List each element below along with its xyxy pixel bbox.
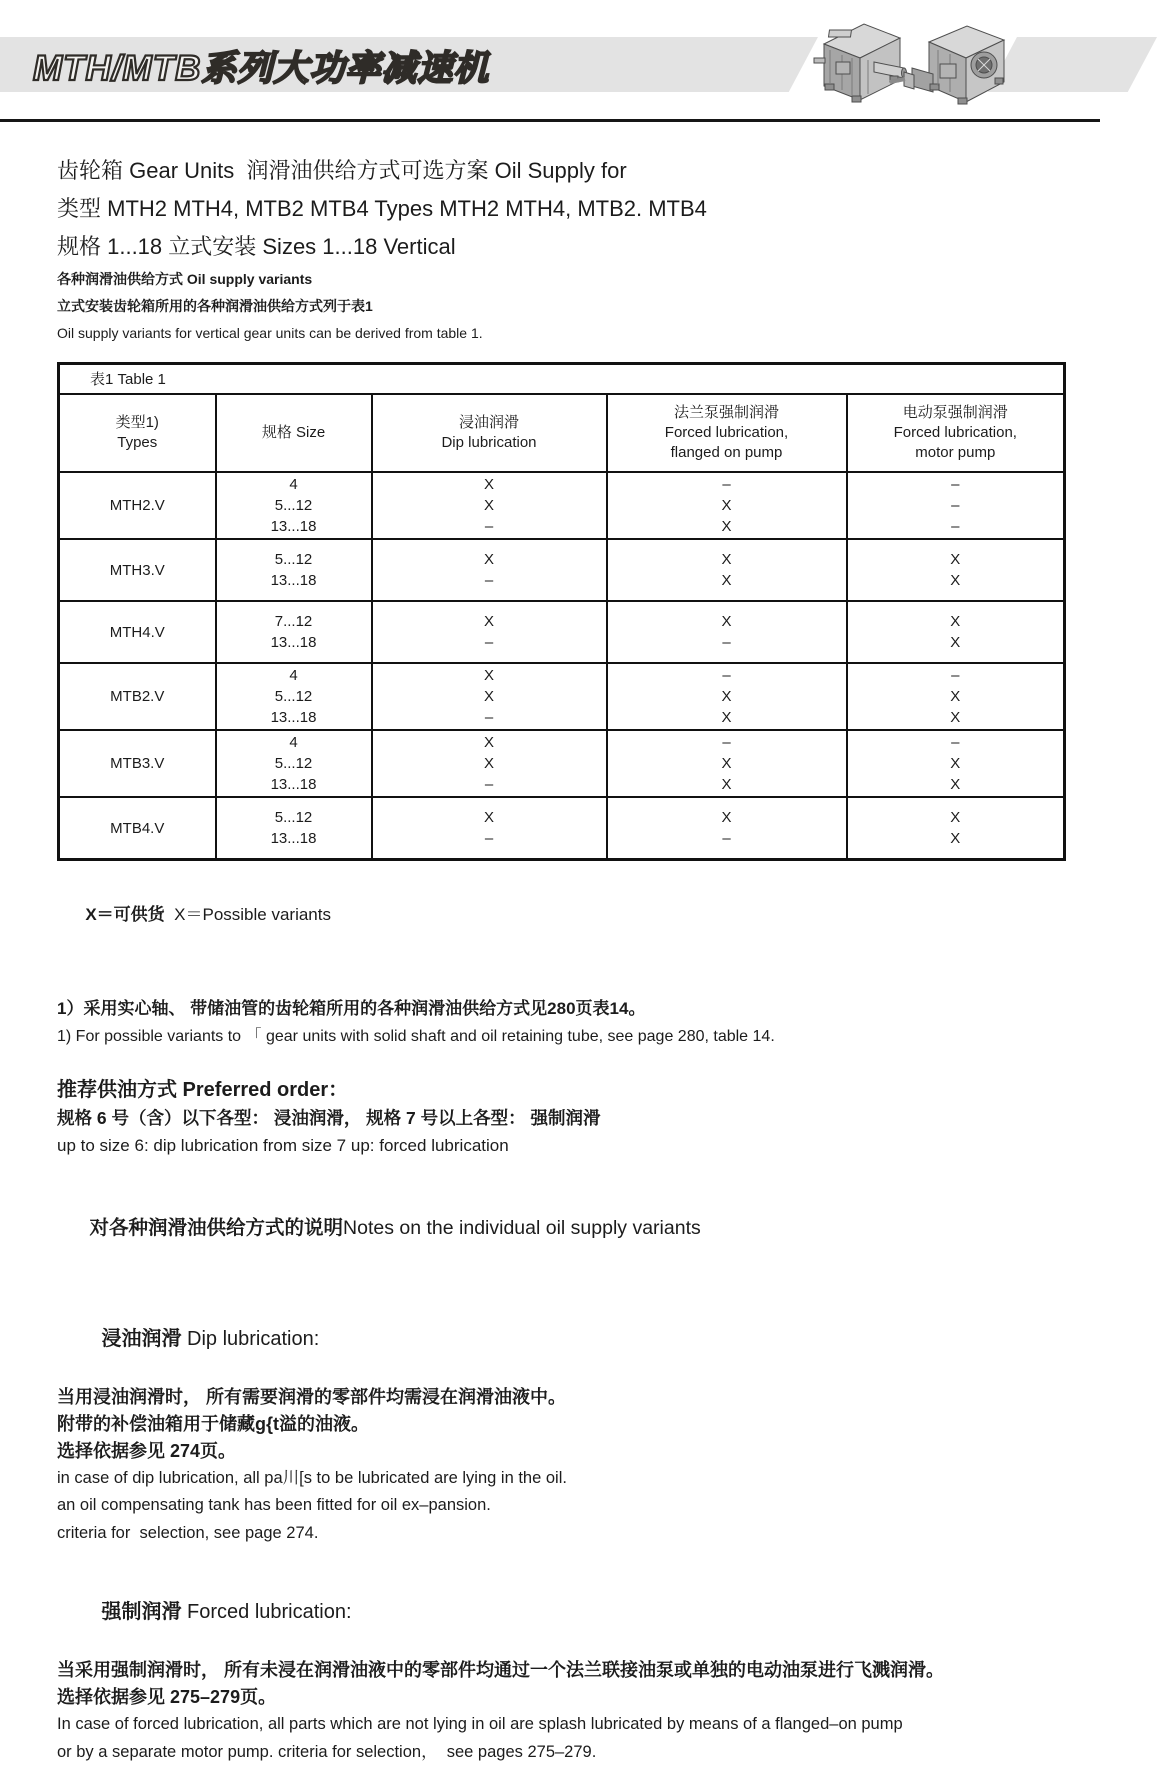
footnote-cn: 1）采用实心轴、 带储油管的齿轮箱所用的各种润滑油供给方式见280页表14。 [57, 995, 1063, 1023]
dip-cn-2: 附带的补偿油箱用于储藏g{t溢的油液。 [57, 1411, 1063, 1438]
sizes-cell: 5...12 13...18 [216, 539, 372, 601]
flanged-cell: – X X [607, 663, 847, 730]
forced-cn-2: 选择依据参见 275–279页。 [57, 1684, 1063, 1711]
type-cell: MTB3.V [59, 730, 216, 797]
dip-en-1: in case of dip lubrication, all pa川[s to be lubricated are lying in the oil. [57, 1465, 1063, 1493]
intro-block [57, 152, 1063, 347]
dip-cn-1: 当用浸油润滑时， 所有需要润滑的零部件均需浸在润滑油液中。 [57, 1384, 1063, 1411]
intro-line-1: 齿轮箱 Gear Units 润滑油供给方式可选方案 Oil Supply for [57, 152, 1063, 190]
header-band-right [988, 37, 1157, 92]
dip-cell: X X – [372, 663, 607, 730]
oil-supply-table [57, 362, 1066, 861]
dip-cell: X – [372, 539, 607, 601]
forced-lubrication-section [57, 1567, 1063, 1766]
flanged-cell: X – [607, 601, 847, 663]
motor-cell: – X X [847, 663, 1065, 730]
intro-line-2: 类型 MTH2 MTH4, MTB2 MTB4 Types MTH2 MTH4, MTB2. MTB4 [57, 190, 1063, 228]
col-header-flanged-pump: 法兰泵强制润滑 Forced lubrication, flanged on pump [607, 394, 847, 472]
table-caption-row [59, 364, 1065, 395]
sizes-cell: 4 5...12 13...18 [216, 472, 372, 539]
sizes-cell: 7...12 13...18 [216, 601, 372, 663]
col-header-motor-pump: 电动泵强制润滑 Forced lubrication, motor pump [847, 394, 1065, 472]
dip-en-3: criteria for selection, see page 274. [57, 1520, 1063, 1548]
motor-cell: X X [847, 601, 1065, 663]
forced-cn-1: 当采用强制润滑时， 所有未浸在润滑油液中的零部件均通过一个法兰联接油泵或单独的电动油泵进行飞溅润滑。 [57, 1657, 1063, 1684]
intro-sub-1: 各种润滑油供给方式 Oil supply variants [57, 266, 1063, 293]
intro-line-3: 规格 1...18 立式安装 Sizes 1...18 Vertical [57, 228, 1063, 266]
table-row [59, 472, 1065, 539]
flanged-cell: X X [607, 539, 847, 601]
col-header-size: 规格 Size [216, 394, 372, 472]
dip-cell: X – [372, 797, 607, 860]
preferred-order-section [57, 1075, 1063, 1160]
dip-cell: X – [372, 601, 607, 663]
forced-heading: 强制润滑 Forced lubrication: [57, 1567, 1063, 1657]
type-cell: MTH3.V [59, 539, 216, 601]
footnote-block [57, 995, 1063, 1051]
intro-sub-3: Oil supply variants for vertical gear units can be derived from table 1. [57, 320, 1063, 347]
sizes-cell: 4 5...12 13...18 [216, 730, 372, 797]
type-cell: MTB2.V [59, 663, 216, 730]
preferred-order-cn: 规格 6 号（含）以下各型： 浸油润滑， 规格 7 号以上各型： 强制润滑 [57, 1105, 1063, 1132]
table-row [59, 601, 1065, 663]
table-legend [57, 879, 1063, 951]
col-header-types: 类型1) Types [59, 394, 216, 472]
content-area [0, 122, 1100, 1766]
dip-lubrication-section [57, 1294, 1063, 1548]
gearbox-illustration-icon [812, 12, 1012, 116]
sizes-cell: 5...12 13...18 [216, 797, 372, 860]
flanged-cell: – X X [607, 472, 847, 539]
footnote-en: 1) For possible variants to 「 gear units with solid shaft and oil retaining tube, see page 280, table 14. [57, 1023, 1063, 1051]
table-row [59, 663, 1065, 730]
legend-en: X＝Possible variants [174, 905, 331, 924]
dip-cn-3: 选择依据参见 274页。 [57, 1438, 1063, 1465]
col-header-dip: 浸油润滑 Dip lubrication [372, 394, 607, 472]
dip-heading: 浸油润滑 Dip lubrication: [57, 1294, 1063, 1384]
dip-cell: X X – [372, 730, 607, 797]
type-cell: MTH4.V [59, 601, 216, 663]
table-row [59, 797, 1065, 860]
forced-en-2: or by a separate motor pump. criteria for selection， see pages 275–279. [57, 1739, 1063, 1766]
type-cell: MTH2.V [59, 472, 216, 539]
table-header-row [59, 394, 1065, 472]
table-row [59, 539, 1065, 601]
dip-cell: X X – [372, 472, 607, 539]
preferred-order-en: up to size 6: dip lubrication from size 7 up: forced lubrication [57, 1132, 1063, 1160]
motor-cell: X X [847, 539, 1065, 601]
table-row [59, 730, 1065, 797]
page-title: MTH/MTB系列大功率减速机 [33, 41, 489, 91]
intro-sub-2: 立式安装齿轮箱所用的各种润滑油供给方式列于表1 [57, 293, 1063, 320]
motor-cell: – – – [847, 472, 1065, 539]
table-caption: 表1 Table 1 [59, 364, 1065, 395]
sizes-cell: 4 5...12 13...18 [216, 663, 372, 730]
legend-cn: X＝可供货 [85, 905, 164, 924]
notes-heading: 对各种润滑油供给方式的说明Notes on the individual oil supply variants [57, 1186, 1063, 1270]
motor-cell: X X [847, 797, 1065, 860]
type-cell: MTB4.V [59, 797, 216, 860]
forced-en-1: In case of forced lubrication, all parts which are not lying in oil are splash lubricated by means of a flanged–on pump [57, 1711, 1063, 1739]
flanged-cell: X – [607, 797, 847, 860]
motor-cell: – X X [847, 730, 1065, 797]
dip-en-2: an oil compensating tank has been fitted for oil ex–pansion. [57, 1492, 1063, 1520]
flanged-cell: – X X [607, 730, 847, 797]
preferred-order-heading: 推荐供油方式 Preferred order： [57, 1075, 1063, 1105]
